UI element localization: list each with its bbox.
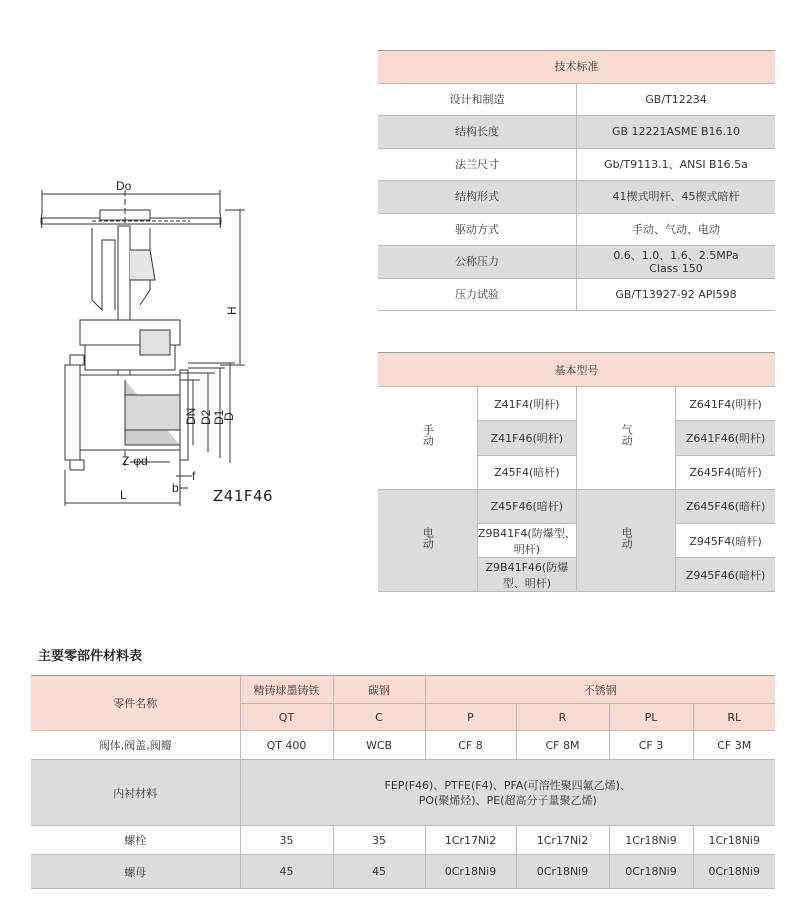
material-cell: 0Cr18Ni9 <box>425 855 516 889</box>
tech-value: Gb/T9113.1、ANSI B16.5a <box>577 148 776 181</box>
material-cell: 35 <box>240 826 333 855</box>
basic-model-table <box>378 352 775 592</box>
model-cell: Z641F4(明杆) <box>676 387 775 421</box>
tech-label: 压力试验 <box>378 278 577 311</box>
code-cell: PL <box>609 704 693 731</box>
part-name: 阀体,阀盖,阀瓣 <box>31 731 240 760</box>
material-cell: 1Cr18Ni9 <box>609 826 693 855</box>
group-pneumatic-label: 气动 <box>620 424 634 447</box>
group-electric-left <box>378 489 477 592</box>
dim-zd: Z-φd <box>122 454 148 468</box>
model-cell: Z41F46(明杆) <box>477 421 576 455</box>
code-cell: C <box>333 704 425 731</box>
material-cell: 35 <box>333 826 425 855</box>
dim-d1: D1 <box>212 409 226 425</box>
model-cell: Z945F4(暗杆) <box>676 523 775 557</box>
code-cell: QT <box>240 704 333 731</box>
material-cell: 0Cr18Ni9 <box>516 855 609 889</box>
code-cell: P <box>425 704 516 731</box>
group-manual-label: 手动 <box>421 424 435 447</box>
part-name: 螺栓 <box>31 826 240 855</box>
dim-d2: D2 <box>199 409 213 425</box>
material-cell: 0Cr18Ni9 <box>609 855 693 889</box>
model-cell: Z645F4(暗杆) <box>676 455 775 489</box>
tech-value: GB/T12234 <box>577 83 776 116</box>
group-electric-label: 电动 <box>620 527 634 550</box>
model-cell: Z9B41F46(防爆型、明杆) <box>477 558 576 592</box>
tech-label: 设计和制造 <box>378 83 577 116</box>
material-cell: 45 <box>240 855 333 889</box>
model-cell: Z645F46(暗杆) <box>676 489 775 523</box>
material-cell: 45 <box>333 855 425 889</box>
tech-label: 结构形式 <box>378 181 577 214</box>
group-manual <box>378 387 477 490</box>
material-cell: QT 400 <box>240 731 333 760</box>
model-cell: Z41F4(明杆) <box>477 387 576 421</box>
part-name: 螺母 <box>31 855 240 889</box>
tech-label: 公称压力 <box>378 246 577 279</box>
material-cell: CF 3 <box>609 731 693 760</box>
model-cell: Z641F46(明杆) <box>676 421 775 455</box>
dim-l: L <box>120 488 127 502</box>
material-cell: 1Cr17Ni2 <box>516 826 609 855</box>
group-electric-label: 电动 <box>421 527 435 550</box>
part-name: 内衬材料 <box>31 760 240 826</box>
lining-line-1: FEP(F46)、PTFE(F4)、PFA(可溶性聚四氟乙烯)、 <box>384 778 631 792</box>
tech-label: 结构长度 <box>378 116 577 149</box>
material-cell: CF 3M <box>693 731 775 760</box>
group-pneumatic <box>577 387 676 490</box>
header-ductile: 精铸球墨铸铁 <box>240 676 333 704</box>
code-cell: RL <box>693 704 775 731</box>
dim-f: f <box>192 469 196 483</box>
dim-do: Do <box>116 179 132 193</box>
materials-table <box>31 675 775 889</box>
model-header: 基本型号 <box>378 353 775 387</box>
group-electric-right <box>577 489 676 592</box>
tech-label: 驱动方式 <box>378 213 577 246</box>
tech-value: 41楔式明杆、45楔式暗杆 <box>577 181 776 214</box>
model-cell: Z945F46(暗杆) <box>676 558 775 592</box>
valve-drawing <box>30 170 330 520</box>
code-cell: R <box>516 704 609 731</box>
tech-standard-table <box>378 50 775 311</box>
material-cell: 0Cr18Ni9 <box>693 855 775 889</box>
tech-value <box>577 246 776 279</box>
tech-header: 技术标准 <box>378 51 775 84</box>
material-cell: 1Cr17Ni2 <box>425 826 516 855</box>
header-carbon: 碳钢 <box>333 676 425 704</box>
dim-dn: DN <box>184 407 198 425</box>
model-cell: Z45F4(暗杆) <box>477 455 576 489</box>
material-cell: 1Cr18Ni9 <box>693 826 775 855</box>
materials-title: 主要零部件材料表 <box>38 649 143 664</box>
dim-d: D <box>222 412 236 421</box>
tech-label: 法兰尺寸 <box>378 148 577 181</box>
pressure-line-2: Class 150 <box>649 261 703 275</box>
tech-value: GB/T13927-92 API598 <box>577 278 776 311</box>
lining-materials <box>240 760 775 826</box>
drawing-caption: Z41F46 <box>213 487 274 505</box>
model-cell: Z9B41F4(防爆型、明杆) <box>477 523 576 557</box>
pressure-line-1: 0.6、1.0、1.6、2.5MPa <box>613 248 739 262</box>
tech-value: GB 12221ASME B16.10 <box>577 116 776 149</box>
dim-h: H <box>225 306 239 315</box>
material-cell: CF 8M <box>516 731 609 760</box>
header-part-name: 零件名称 <box>31 676 240 731</box>
tech-value: 手动、气动、电动 <box>577 213 776 246</box>
model-cell: Z45F46(暗杆) <box>477 489 576 523</box>
dim-b: b <box>172 481 179 495</box>
header-stainless: 不锈钢 <box>425 676 775 704</box>
material-cell: WCB <box>333 731 425 760</box>
material-cell: CF 8 <box>425 731 516 760</box>
lining-line-2: PO(聚烯烃)、PE(超高分子量聚乙烯) <box>418 793 597 807</box>
